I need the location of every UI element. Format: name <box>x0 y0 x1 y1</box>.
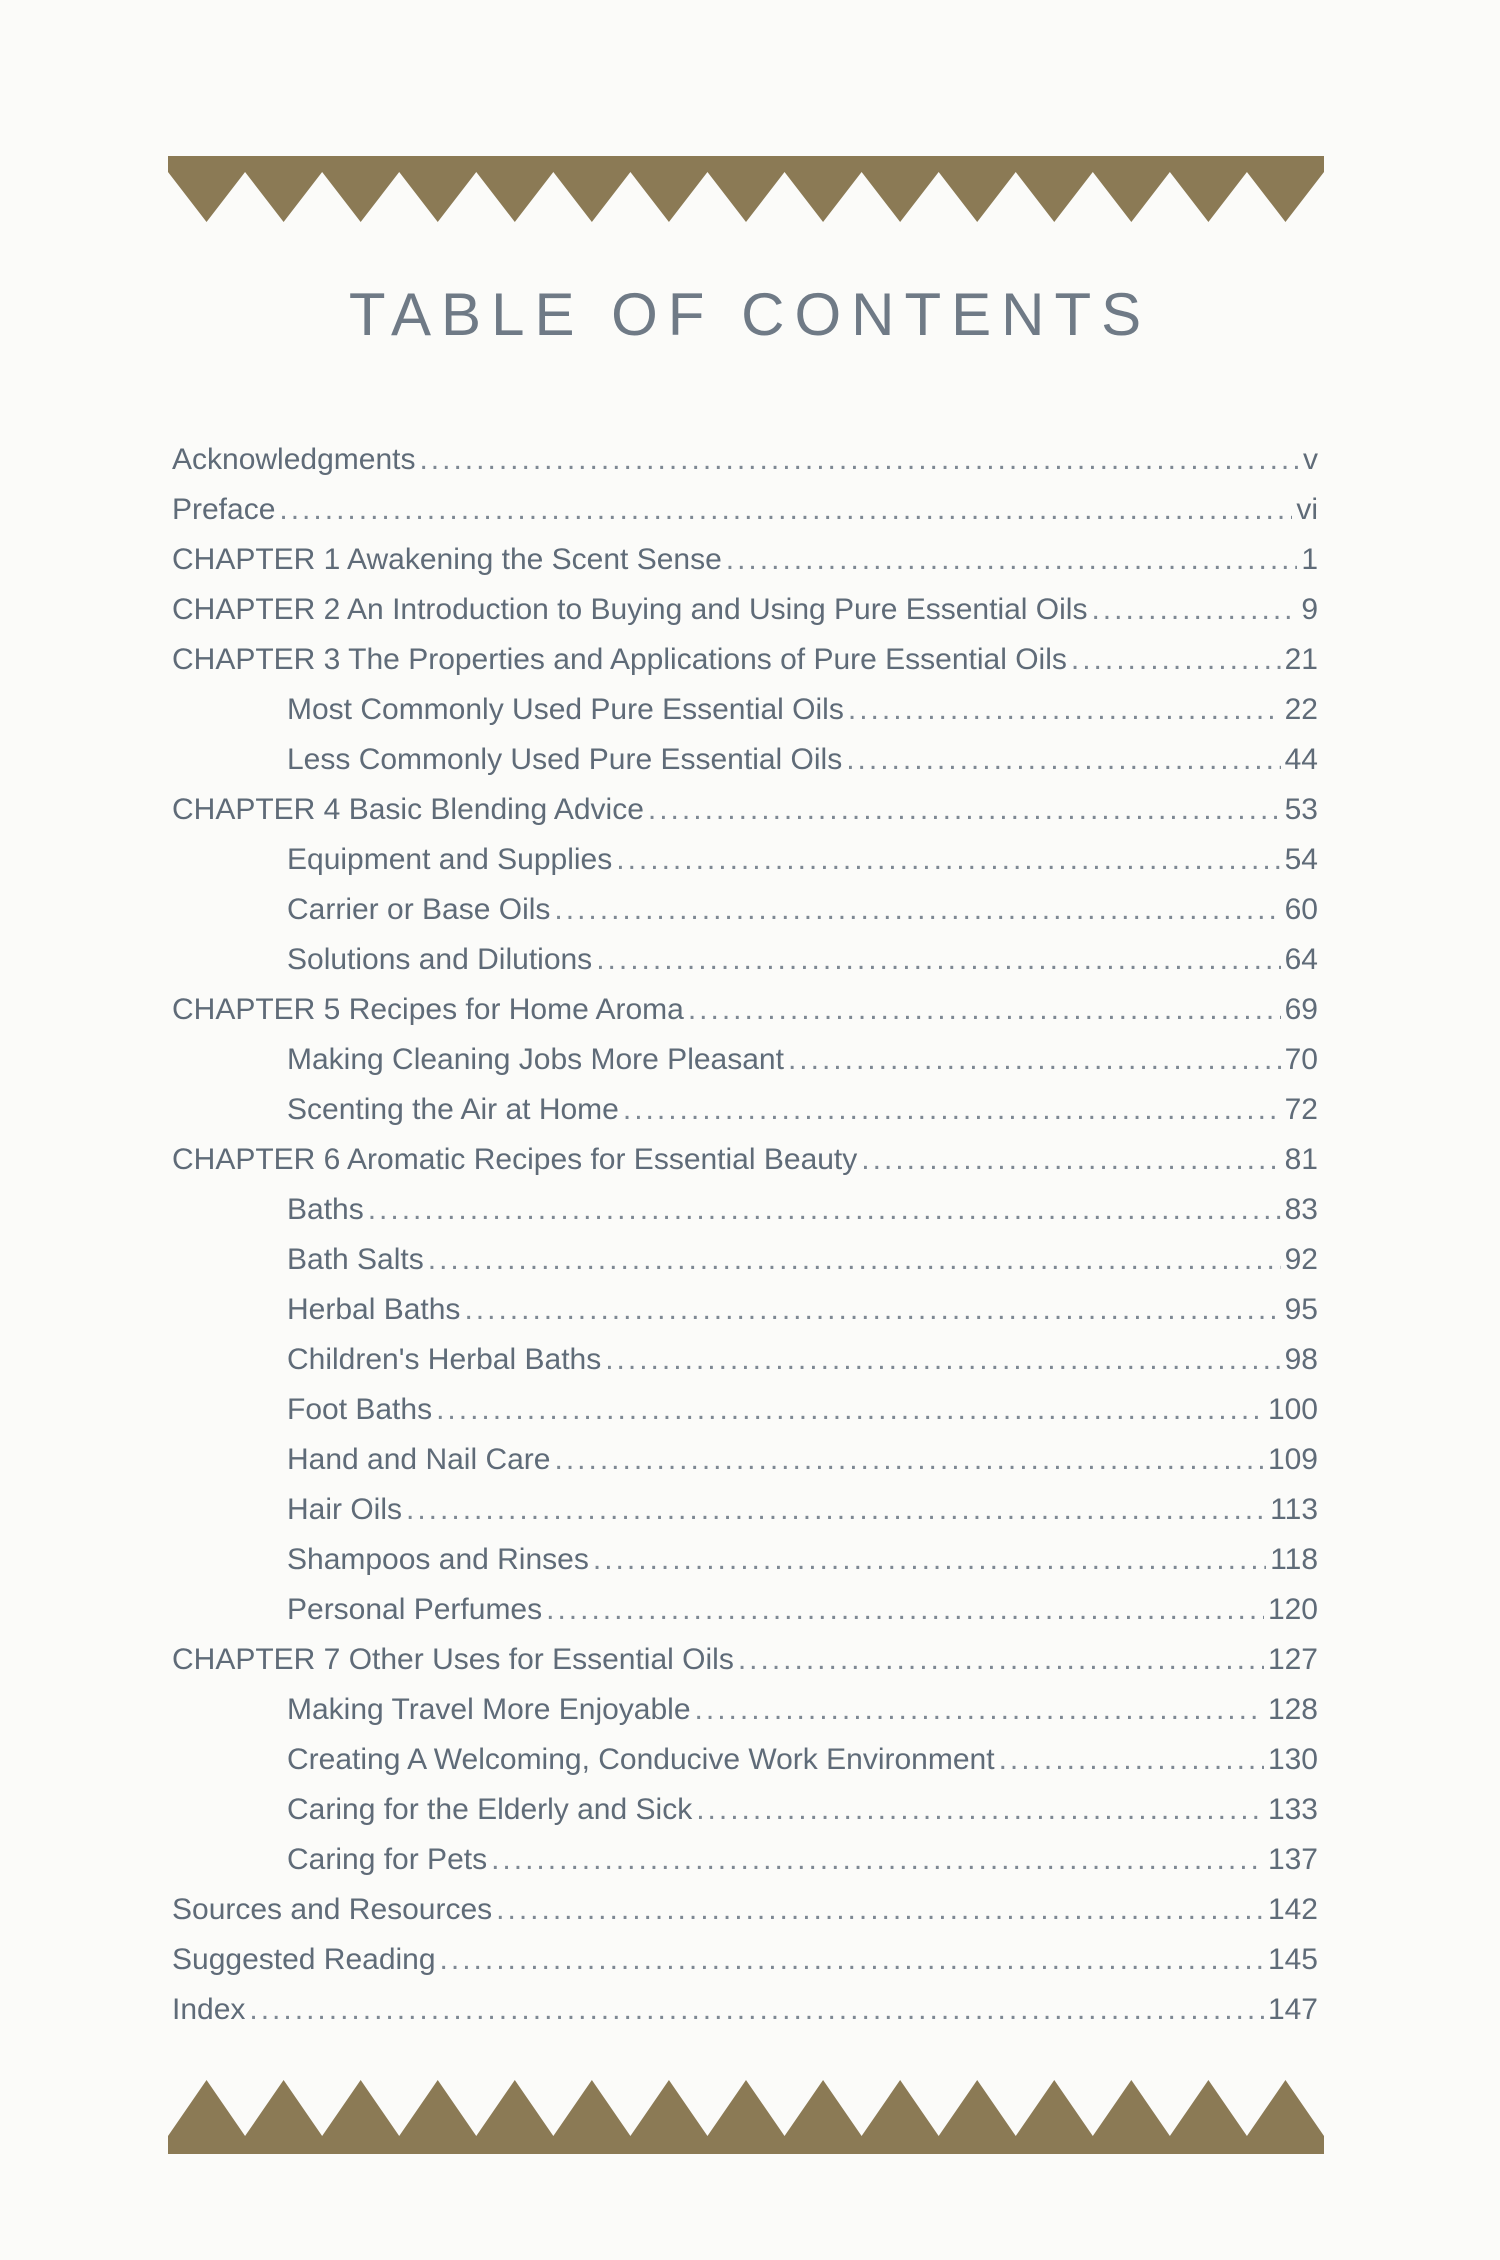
dot-leader <box>616 835 1280 885</box>
toc-entry-title: Foot Baths <box>287 1393 433 1426</box>
toc-subentry[interactable] <box>172 1335 1318 1385</box>
dot-leader <box>1071 635 1281 685</box>
toc-entry-title: CHAPTER 4 Basic Blending Advice <box>172 793 644 826</box>
toc-entry-title: Acknowledgments <box>172 443 416 476</box>
toc-subentry[interactable] <box>172 1285 1318 1335</box>
toc-page-number: 70 <box>1284 1043 1318 1076</box>
toc-entry-title: Suggested Reading <box>172 1943 436 1976</box>
toc-entry-title: Solutions and Dilutions <box>287 943 593 976</box>
toc-subentry[interactable] <box>172 1785 1318 1835</box>
toc-subentry[interactable] <box>172 1435 1318 1485</box>
toc-entry[interactable] <box>172 585 1318 635</box>
bottom-decorative-border <box>168 2068 1324 2158</box>
zigzag-border-bottom-graphic <box>168 2068 1324 2158</box>
toc-subentry[interactable] <box>172 1485 1318 1535</box>
toc-entry-title: Hair Oils <box>287 1493 403 1526</box>
toc-page-number: v <box>1303 443 1318 476</box>
toc-subentry[interactable] <box>172 1185 1318 1235</box>
dot-leader <box>249 1985 1264 2035</box>
toc-page-number: 100 <box>1267 1393 1318 1426</box>
toc-entry[interactable] <box>172 535 1318 585</box>
toc-subentry[interactable] <box>172 1235 1318 1285</box>
toc-entry[interactable] <box>172 1985 1318 2035</box>
page-title: TABLE OF CONTENTS <box>348 281 1152 348</box>
toc-entry-title: CHAPTER 7 Other Uses for Essential Oils <box>172 1643 734 1676</box>
toc-entry-title: Preface <box>172 493 276 526</box>
toc-subentry[interactable] <box>172 1735 1318 1785</box>
toc-entry-title: Bath Salts <box>287 1243 424 1276</box>
toc-page-number: 54 <box>1284 843 1318 876</box>
toc-page-number: 127 <box>1267 1643 1318 1676</box>
dot-leader <box>428 1235 1281 1285</box>
dot-leader <box>648 785 1281 835</box>
toc-entry-title: Children's Herbal Baths <box>287 1343 602 1376</box>
dot-leader <box>554 1435 1263 1485</box>
toc-entry[interactable] <box>172 1935 1318 1985</box>
dot-leader <box>848 685 1281 735</box>
toc-entry-title: CHAPTER 6 Aromatic Recipes for Essential Beauty <box>172 1143 858 1176</box>
toc-entry[interactable] <box>172 985 1318 1035</box>
toc-subentry[interactable] <box>172 935 1318 985</box>
dot-leader <box>279 485 1292 535</box>
toc-entry-title: Hand and Nail Care <box>287 1443 551 1476</box>
toc-entry-title: CHAPTER 3 The Properties and Applications of Pure Essential Oils <box>172 643 1067 676</box>
toc-page-number: 69 <box>1284 993 1318 1026</box>
toc-entry-title: Making Travel More Enjoyable <box>287 1693 691 1726</box>
toc-page-number: 142 <box>1267 1893 1318 1926</box>
dot-leader <box>554 885 1280 935</box>
toc-page-number: 98 <box>1284 1343 1318 1376</box>
dot-leader <box>695 1685 1264 1735</box>
dot-leader <box>406 1485 1266 1535</box>
zigzag-band <box>168 2080 1324 2154</box>
toc-subentry[interactable] <box>172 1385 1318 1435</box>
dot-leader <box>496 1885 1264 1935</box>
toc-subentry[interactable] <box>172 1035 1318 1085</box>
toc-entry-title: Index <box>172 1993 246 2026</box>
dot-leader <box>1091 585 1297 635</box>
toc-list <box>172 435 1318 2035</box>
dot-leader <box>623 1085 1281 1135</box>
toc-entry-title: Herbal Baths <box>287 1293 461 1326</box>
toc-subentry[interactable] <box>172 685 1318 735</box>
toc-page-number: 109 <box>1267 1443 1318 1476</box>
toc-entry-title: Caring for the Elderly and Sick <box>287 1793 693 1826</box>
toc-subentry[interactable] <box>172 1085 1318 1135</box>
toc-entry-title: CHAPTER 5 Recipes for Home Aroma <box>172 993 684 1026</box>
toc-page-number: 22 <box>1284 693 1318 726</box>
toc-entry-title: Equipment and Supplies <box>287 843 613 876</box>
dot-leader <box>605 1335 1280 1385</box>
toc-entry[interactable] <box>172 1135 1318 1185</box>
toc-entry[interactable] <box>172 485 1318 535</box>
toc-page-number: 72 <box>1284 1093 1318 1126</box>
toc-entry-title: Caring for Pets <box>287 1843 488 1876</box>
dot-leader <box>861 1135 1280 1185</box>
dot-leader <box>726 535 1298 585</box>
toc-entry-title: Scenting the Air at Home <box>287 1093 619 1126</box>
toc-page-number: 147 <box>1267 1993 1318 2026</box>
toc-page-number: 81 <box>1284 1143 1318 1176</box>
toc-subentry[interactable] <box>172 1535 1318 1585</box>
toc-page-number: 64 <box>1284 943 1318 976</box>
dot-leader <box>788 1035 1281 1085</box>
toc-page-number: 145 <box>1267 1943 1318 1976</box>
dot-leader <box>846 735 1280 785</box>
toc-entry-title: Most Commonly Used Pure Essential Oils <box>287 693 844 726</box>
toc-page-number: 53 <box>1284 793 1318 826</box>
toc-page-number: 95 <box>1284 1293 1318 1326</box>
toc-page-number: 9 <box>1301 593 1318 626</box>
toc-entry[interactable] <box>172 1635 1318 1685</box>
toc-entry-title: CHAPTER 2 An Introduction to Buying and Using Pure Essential Oils <box>172 593 1088 626</box>
dot-leader <box>999 1735 1264 1785</box>
dot-leader <box>491 1835 1264 1885</box>
toc-page-number: 60 <box>1284 893 1318 926</box>
toc-entry[interactable] <box>172 635 1318 685</box>
toc-page-number: 83 <box>1284 1193 1318 1226</box>
toc-page-number: 118 <box>1270 1543 1318 1576</box>
dot-leader <box>368 1185 1281 1235</box>
toc-entry-title: Less Commonly Used Pure Essential Oils <box>287 743 843 776</box>
dot-leader <box>596 935 1280 985</box>
dot-leader <box>546 1585 1264 1635</box>
dot-leader <box>440 1935 1264 1985</box>
toc-page-number: 92 <box>1284 1243 1318 1276</box>
toc-entry-title: Baths <box>287 1193 364 1226</box>
toc-page-number: 133 <box>1267 1793 1318 1826</box>
dot-leader <box>593 1535 1266 1585</box>
zigzag-band <box>168 156 1324 222</box>
dot-leader <box>738 1635 1264 1685</box>
toc-subentry[interactable] <box>172 835 1318 885</box>
toc-page-number: 120 <box>1267 1593 1318 1626</box>
toc-subentry[interactable] <box>172 885 1318 935</box>
toc-page-number: 137 <box>1267 1843 1318 1876</box>
toc-page-number: 130 <box>1267 1743 1318 1776</box>
dot-leader <box>688 985 1281 1035</box>
toc-entry-title: CHAPTER 1 Awakening the Scent Sense <box>172 543 722 576</box>
toc-entry[interactable] <box>172 1885 1318 1935</box>
toc-entry-title: Shampoos and Rinses <box>287 1543 589 1576</box>
toc-entry-title: Creating A Welcoming, Conducive Work Environment <box>287 1743 995 1776</box>
dot-leader <box>696 1785 1264 1835</box>
toc-entry-title: Sources and Resources <box>172 1893 493 1926</box>
top-decorative-border <box>168 150 1324 240</box>
toc-subentry[interactable] <box>172 1585 1318 1635</box>
toc-page-number: 1 <box>1301 543 1318 576</box>
toc-subentry[interactable] <box>172 1835 1318 1885</box>
toc-entry[interactable] <box>172 435 1318 485</box>
dot-leader <box>436 1385 1264 1435</box>
toc-entry-title: Making Cleaning Jobs More Pleasant <box>287 1043 784 1076</box>
toc-page-number: 44 <box>1284 743 1318 776</box>
dot-leader <box>419 435 1299 485</box>
dot-leader <box>464 1285 1280 1335</box>
toc-entry-title: Personal Perfumes <box>287 1593 543 1626</box>
toc-subentry[interactable] <box>172 1685 1318 1735</box>
toc-subentry[interactable] <box>172 735 1318 785</box>
zigzag-border-top-graphic <box>168 150 1324 240</box>
toc-page-number: 113 <box>1270 1493 1318 1526</box>
toc-entry-title: Carrier or Base Oils <box>287 893 551 926</box>
toc-page-number: vi <box>1296 493 1318 526</box>
toc-page-number: 128 <box>1267 1693 1318 1726</box>
toc-page-number: 21 <box>1284 643 1318 676</box>
toc-entry[interactable] <box>172 785 1318 835</box>
